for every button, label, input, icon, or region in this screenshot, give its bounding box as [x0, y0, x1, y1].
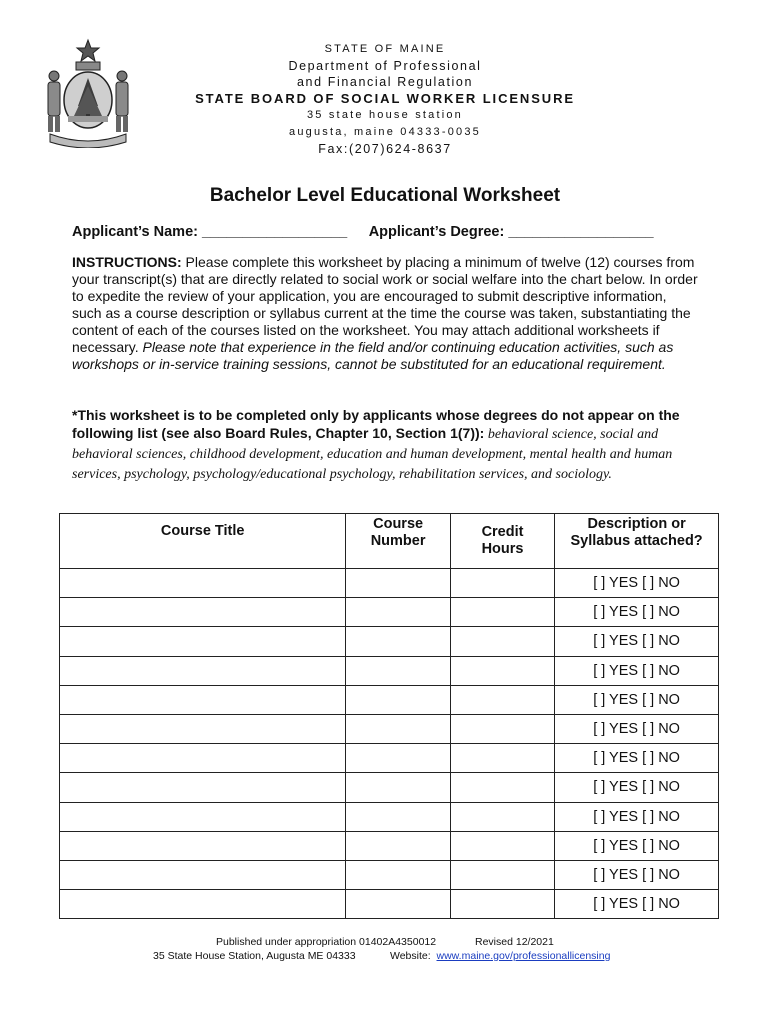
table-row — [60, 802, 719, 831]
table-row — [60, 890, 719, 919]
syllabus-attached-cell[interactable]: [ ] YES [ ] NO — [555, 890, 719, 919]
course-number-cell[interactable] — [346, 802, 450, 831]
course-number-cell[interactable] — [346, 773, 450, 802]
footer-address: 35 State House Station, Augusta ME 04333 — [153, 950, 356, 962]
footer-revised: Revised 12/2021 — [475, 936, 554, 948]
table-row — [60, 714, 719, 743]
course-title-cell[interactable] — [60, 714, 346, 743]
course-title-cell[interactable] — [60, 773, 346, 802]
applicant-fields — [72, 224, 654, 240]
footer-published: Published under appropriation 01402A4350012 — [216, 936, 437, 948]
course-title-cell[interactable] — [60, 860, 346, 889]
header-description-attached: Description or Syllabus attached? — [555, 514, 719, 569]
table-header-row — [60, 514, 719, 569]
course-title-cell[interactable] — [60, 656, 346, 685]
credit-hours-cell[interactable] — [450, 569, 554, 598]
table-row — [60, 744, 719, 773]
course-title-cell[interactable] — [60, 890, 346, 919]
header-station: 35 state house station — [306, 109, 464, 122]
credit-hours-cell[interactable] — [450, 773, 554, 802]
syllabus-attached-cell[interactable]: [ ] YES [ ] NO — [555, 656, 719, 685]
instructions-lead: INSTRUCTIONS: — [72, 254, 182, 270]
syllabus-attached-cell[interactable]: [ ] YES [ ] NO — [555, 598, 719, 627]
table-row — [60, 685, 719, 714]
instructions-body: Please complete this worksheet by placing a minimum of twelve (12) courses from your transcript(s) that are directly related to social work or social welfare into the chart below. In order to expedite the review of your application, you are encouraged to submit descriptive information, such as a course description or syllabus current at the time the course was taken, substantiating the content of each of the courses listed on the worksheet. You may attach additional worksheets if necessary. — [72, 254, 698, 355]
table-row — [60, 656, 719, 685]
course-title-cell[interactable] — [60, 744, 346, 773]
course-title-cell[interactable] — [60, 598, 346, 627]
credit-hours-cell[interactable] — [450, 802, 554, 831]
header-city: augusta, maine 04333-0035 — [289, 125, 481, 138]
course-number-cell[interactable] — [346, 890, 450, 919]
course-number-cell[interactable] — [346, 598, 450, 627]
syllabus-attached-cell[interactable]: [ ] YES [ ] NO — [555, 860, 719, 889]
header-regulation: and Financial Regulation — [297, 75, 473, 90]
table-row — [60, 598, 719, 627]
maine-state-seal-icon — [40, 36, 136, 148]
instructions-note: Please note that experience in the field and/or continuing education activities, such as workshops or in-service training sessions, cannot be substituted for an educational requirement. — [72, 339, 674, 372]
note-degree-list: behavioral science, social and behavioral sciences, childhood development, education and human development, mental health and human services, psychology, psychology/educational psychology, rehabilitation services, and sociology. — [72, 427, 673, 482]
table-row — [60, 831, 719, 860]
course-title-cell[interactable] — [60, 831, 346, 860]
course-number-cell[interactable] — [346, 714, 450, 743]
page-title: Bachelor Level Educational Worksheet — [209, 185, 561, 206]
credit-hours-cell[interactable] — [450, 714, 554, 743]
syllabus-attached-cell[interactable]: [ ] YES [ ] NO — [555, 802, 719, 831]
syllabus-attached-cell[interactable]: [ ] YES [ ] NO — [555, 773, 719, 802]
syllabus-attached-cell[interactable]: [ ] YES [ ] NO — [555, 744, 719, 773]
credit-hours-cell[interactable] — [450, 890, 554, 919]
degree-exclusion-note — [72, 406, 702, 484]
course-number-cell[interactable] — [346, 744, 450, 773]
course-table — [59, 513, 719, 919]
table-row — [60, 569, 719, 598]
note-bold: *This worksheet is to be completed only by applicants whose degrees do not appear on the following list (see also Board Rules, Chapter 10, Section 1(7)): — [72, 407, 680, 441]
header-department: Department of Professional — [288, 58, 482, 73]
header-credit-hours: Credit Hours — [450, 514, 554, 569]
footer-website: Website: www.maine.gov/professionallicensing — [390, 950, 611, 962]
syllabus-attached-cell[interactable]: [ ] YES [ ] NO — [555, 831, 719, 860]
credit-hours-cell[interactable] — [450, 656, 554, 685]
course-number-cell[interactable] — [346, 685, 450, 714]
credit-hours-cell[interactable] — [450, 598, 554, 627]
course-number-cell[interactable] — [346, 831, 450, 860]
course-title-cell[interactable] — [60, 569, 346, 598]
instructions-paragraph — [72, 254, 700, 373]
course-number-cell[interactable] — [346, 627, 450, 656]
website-link[interactable]: www.maine.gov/professionallicensing — [436, 950, 611, 962]
credit-hours-cell[interactable] — [450, 744, 554, 773]
course-number-cell[interactable] — [346, 860, 450, 889]
syllabus-attached-cell[interactable]: [ ] YES [ ] NO — [555, 685, 719, 714]
credit-hours-cell[interactable] — [450, 860, 554, 889]
credit-hours-cell[interactable] — [450, 831, 554, 860]
course-number-cell[interactable] — [346, 656, 450, 685]
table-row — [60, 627, 719, 656]
header-fax: Fax:(207)624-8637 — [318, 141, 452, 156]
credit-hours-cell[interactable] — [450, 685, 554, 714]
header-board: STATE BOARD OF SOCIAL WORKER LICENSURE — [195, 90, 575, 106]
course-title-cell[interactable] — [60, 627, 346, 656]
applicant-name-field[interactable]: Applicant’s Name: __________________ — [72, 224, 348, 240]
course-number-cell[interactable] — [346, 569, 450, 598]
applicant-degree-field[interactable]: Applicant’s Degree: __________________ — [368, 224, 654, 240]
credit-hours-cell[interactable] — [450, 627, 554, 656]
course-title-cell[interactable] — [60, 685, 346, 714]
table-row — [60, 773, 719, 802]
syllabus-attached-cell[interactable]: [ ] YES [ ] NO — [555, 569, 719, 598]
table-row — [60, 860, 719, 889]
header-course-number: Course Number — [346, 514, 450, 569]
syllabus-attached-cell[interactable]: [ ] YES [ ] NO — [555, 714, 719, 743]
course-title-cell[interactable] — [60, 802, 346, 831]
syllabus-attached-cell[interactable]: [ ] YES [ ] NO — [555, 627, 719, 656]
department-header — [150, 41, 620, 157]
header-state: STATE OF MAINE — [324, 43, 446, 55]
header-course-title: Course Title — [60, 514, 346, 569]
